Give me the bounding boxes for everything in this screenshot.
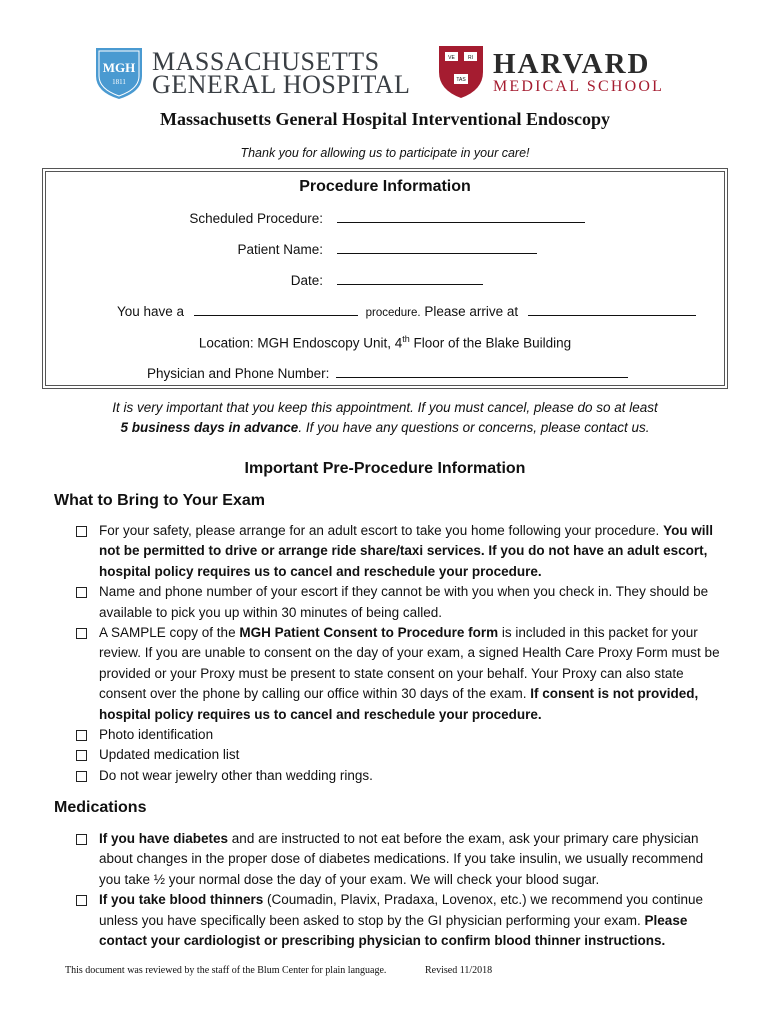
item-text: Name and phone number of your escort if they cannot be with you when you check in. They should be available to pick you up within 30 minutes of being called. [99,584,709,620]
procedure-word: procedure. [365,307,421,319]
physician-label: Physician and Phone Number: [147,366,330,381]
mgh-badge-year: 1811 [112,78,126,86]
mgh-badge-text: MGH [102,60,136,75]
checkbox[interactable] [76,750,87,761]
list-item [76,829,726,890]
item-text: Do not wear jewelry other than wedding rings. [99,767,373,783]
footer-revised: Revised 11/2018 [425,965,493,976]
header-logos [0,44,770,102]
checkbox[interactable] [76,895,87,906]
list-item [76,890,726,951]
location-text-start: Location: MGH Endoscopy Unit, 4 [198,335,403,351]
hms-wordmark-line2: MEDICAL SCHOOL [493,78,665,95]
item-text: Photo identification [99,727,214,743]
item-text-bold: If you have diabetes [99,831,229,846]
checkbox[interactable] [76,587,87,598]
checkbox[interactable] [76,628,87,639]
scheduled-procedure-row [46,210,585,226]
thank-you-line: Thank you for allowing us to participate in your care! [240,146,530,160]
location-text-sup: th [402,334,410,344]
item-text: (Coumadin, Plavix, Pradaxa, Lovenox, etc.) we recommend you continue unless you have specifically been asked to stop by the GI physician performing your exam. [99,892,703,928]
document-title: Massachusetts General Hospital Interventional Endoscopy [159,109,611,129]
arrival-row [117,303,696,319]
checkbox[interactable] [76,730,87,741]
patient-name-label: Patient Name: [237,242,323,257]
location-row [46,334,724,351]
hms-wordmark [493,50,664,96]
list-item [76,521,726,582]
arrive-text: Please arrive at [424,304,519,319]
footer-note: This document was reviewed by the staff of the Blum Center for plain language. [65,965,387,976]
date-row [46,272,483,288]
bring-checklist [76,521,726,786]
checkbox[interactable] [76,834,87,845]
notice-bold: 5 business days in advance [120,420,299,435]
mgh-wordmark [152,47,411,99]
hms-wordmark-line1: HARVARD [493,48,651,80]
mgh-shield-logo [94,46,144,100]
cancellation-notice [0,398,770,438]
list-item [76,582,726,623]
date-field[interactable] [337,272,483,285]
notice-line-1: It is very important that you keep this appointment. If you must cancel, please do so at least [112,400,658,415]
procedure-info-box [45,171,725,386]
scheduled-procedure-label: Scheduled Procedure: [189,211,323,226]
mgh-wordmark-line1: MASSACHUSETTS [152,47,380,76]
item-text-bold: If consent is not provided, hospital policy requires us to cancel and reschedule your procedure. [99,686,699,722]
item-text: is included in this packet for your review. If you are unable to consent on the day of your exam, a signed Health Care Proxy Form must be provided or your Proxy must be present to state consent on your behalf. Your Proxy can also state consent over the phone by calling our office within 30 days of the exam. [99,625,720,702]
procedure-info-heading: Procedure Information [299,178,471,195]
item-text-bold: MGH Patient Consent to Procedure form [239,625,499,641]
location-text-end: Floor of the Blake Building [409,335,572,351]
physician-field[interactable] [336,365,628,378]
notice-rest: . If you have any questions or concerns, please contact us. [298,420,650,435]
item-text-bold: You will not be permitted to drive or arrange ride share/taxi services. If you do not have an adult escort, hospital policy requires us to cancel and reschedule your procedure. [99,523,714,579]
procedure-type-field[interactable] [194,303,358,316]
shield-text: TAS [456,77,466,83]
you-have-text: You have a [117,304,185,319]
date-label: Date: [290,273,323,288]
item-text: A SAMPLE copy of the [99,625,240,641]
item-text: For your safety, please arrange for an adult escort to take you home following your procedure. [99,523,664,538]
list-item [76,725,726,745]
item-text: and are instructed to not eat before the exam, ask your primary care physician about changes in the proper dose of diabetes medications. If you take insulin, we usually recommend you take ½ your normal dose the day of your exam. We will check your blood sugar. [99,831,704,887]
what-to-bring-heading: What to Bring to Your Exam [54,492,265,509]
medications-checklist [76,829,726,951]
scheduled-procedure-field[interactable] [337,210,585,223]
physician-row [147,365,628,381]
patient-name-row [46,241,537,257]
shield-text: VE [448,55,455,61]
mgh-wordmark-line2: GENERAL HOSPITAL [152,70,411,99]
harvard-shield-logo [437,44,485,100]
list-item [76,623,726,725]
notice-line-2 [0,418,770,438]
pre-procedure-heading: Important Pre-Procedure Information [244,460,526,477]
list-item [76,766,726,786]
shield-text: RI [468,55,473,61]
checkbox[interactable] [76,771,87,782]
item-text-bold: Please contact your cardiologist or prescribing physician to confirm blood thinner instructions. [99,912,688,949]
checkbox[interactable] [76,526,87,537]
item-text-bold: If you take blood thinners [99,892,264,908]
list-item [76,745,726,765]
item-text: Updated medication list [99,747,240,763]
patient-name-field[interactable] [337,241,537,254]
medications-heading: Medications [54,799,147,816]
arrival-time-field[interactable] [528,303,696,316]
